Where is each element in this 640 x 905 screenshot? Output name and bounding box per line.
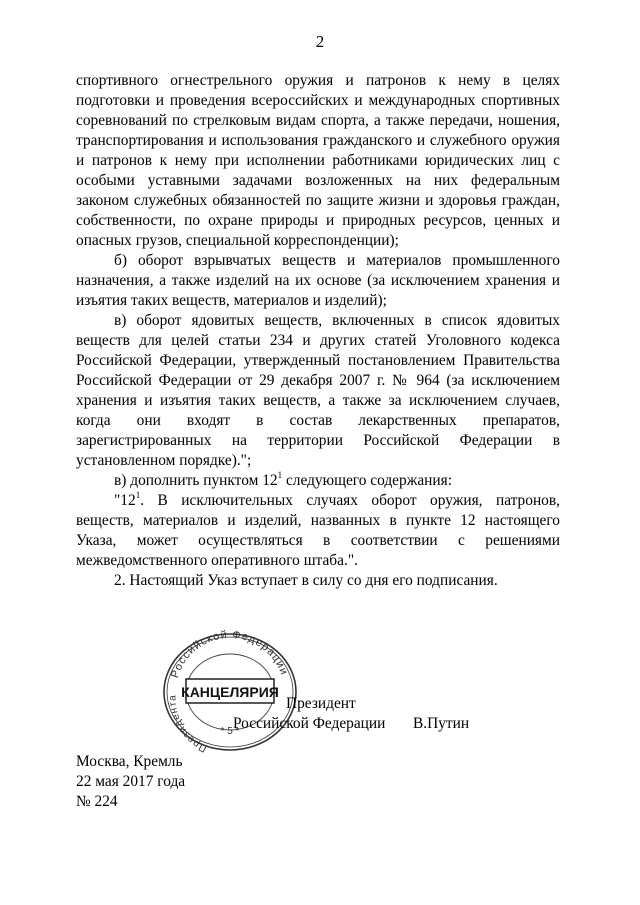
signing-place: Москва, Кремль [76,753,183,770]
superscript: 1 [135,490,141,500]
paragraph-v: в) оборот ядовитых веществ, включенных в список ядовитых веществ для целей статьи 234 и других статей Уголовного кодекса Российской Федерации, утвержденный постановлением Правительства Российской Федерации от 29 декабря 2007 г. № 964 (за исключением хранения и изъятия таких веществ, а также за исключением случаев, когда они входят в состав лекарственных препаратов, зарегистрированных на территории Российской Федерации в установленном порядке)."; [76,312,560,469]
signing-date: 22 мая 2017 года [76,773,186,790]
decree-body [76,71,560,591]
decree-number: № 224 [76,793,118,810]
quote-text: . В исключительных случаях оборот оружия, патронов, веществ, материалов и изделий, названных в пункте 12 настоящего Указа, может осуществляться в соответствии с решениями межведомственного оперативного штаба.". [76,492,560,569]
add-point-text: в) дополнить пунктом 12 [114,472,278,489]
paragraph-add-point [76,471,560,491]
seal-outer-text: Российской Федерации [169,630,291,680]
paragraph-2: 2. Настоящий Указ вступает в силу со дня его подписания. [114,572,498,589]
paragraph-quote [76,491,560,571]
quote-start: "12 [114,492,136,509]
signing-details [76,752,185,812]
official-seal [160,630,300,754]
seal-side-text: Президента [167,694,209,754]
paragraph-continuation: спортивного огнестрельного оружия и патронов к нему в целях подготовки и проведения всероссийских и международных спортивных соревнований по стрелковым видам спорта, а также передачи, ношения, транспортирования и использования гражданского и служебного оружия и патронов к нему при исполнении работниками юридических лиц с особыми уставными задачами возложенных на них федеральным законом служебных обязанностей по защите жизни и здоровья граждан, собственности, по охране природы и природных ресурсов, ценных и опасных грузов, специальной корреспонденции); [76,72,560,249]
page-number: 2 [315,32,325,51]
add-point-text-end: следующего содержания: [282,472,452,489]
superscript: 1 [277,470,283,480]
paragraph-b: б) оборот взрывчатых веществ и материалов промышленного назначения, а также изделий на их основе (за исключением хранения и изъятия таких веществ, материалов и изделий); [76,252,560,309]
signature-title-line1: Президент [286,695,356,712]
signature-name: В.Путин [413,715,470,732]
seal-bottom-text: * 5 * [220,726,240,737]
signature-title-line2: Российской Федерации [233,715,386,732]
svg-text:Российской Федерации [169,630,290,680]
seal-center-text: КАНЦЕЛЯРИЯ [181,684,279,700]
